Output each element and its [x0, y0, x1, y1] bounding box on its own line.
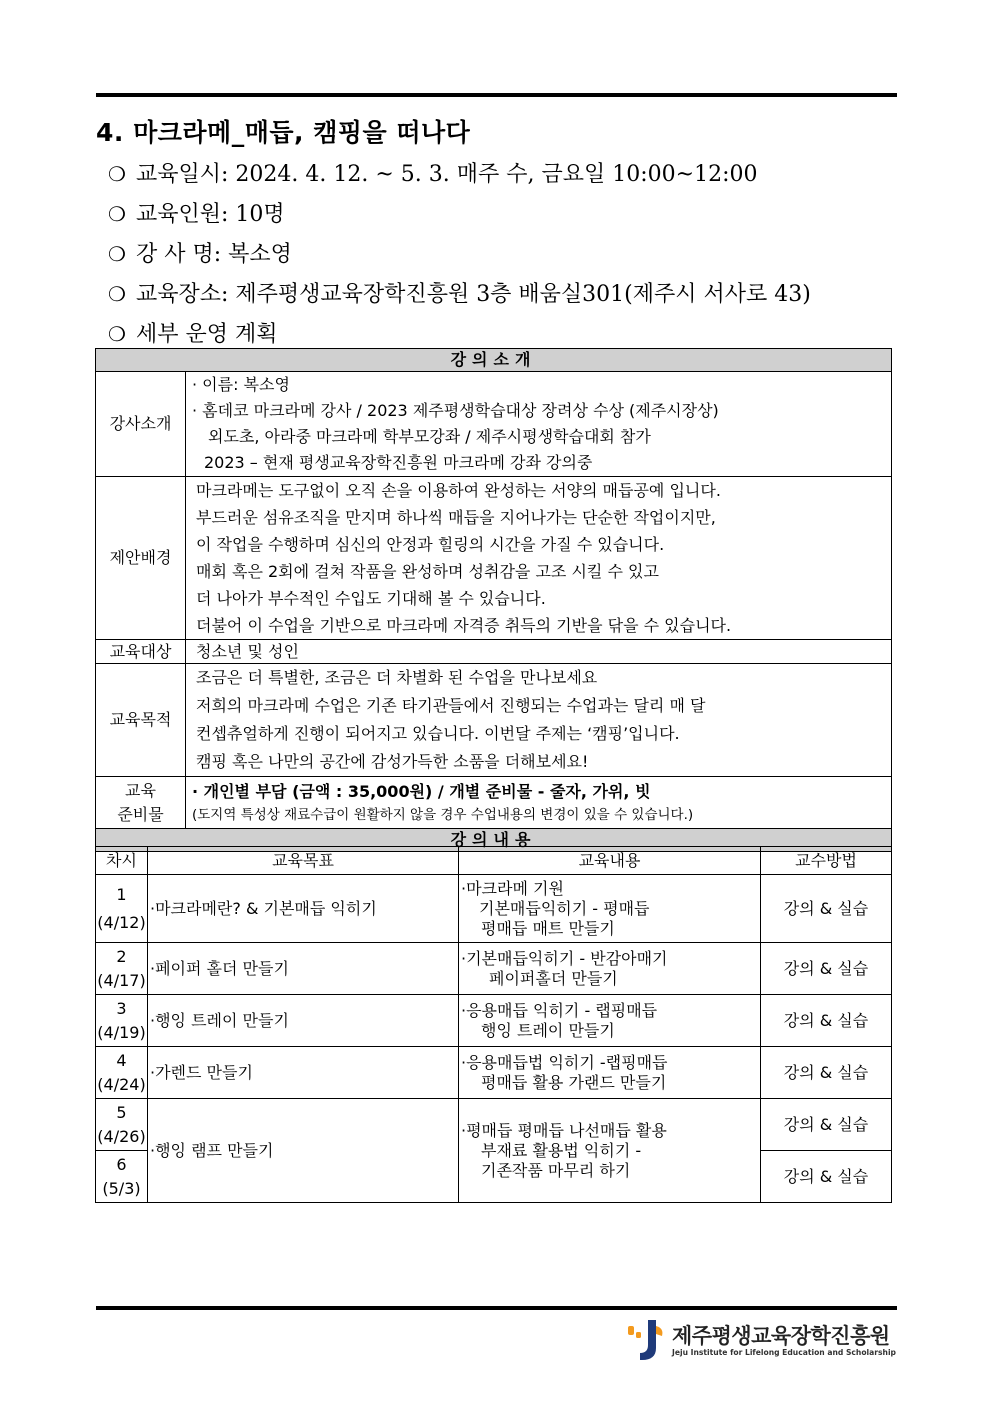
session-cell: 5 (4/26) — [96, 1099, 148, 1151]
purpose-cell: 조금은 더 특별한, 조금은 더 차별화 된 수업을 만나보세요 저희의 마크라메 수업은 기존 타기관들에서 진행되는 수업과는 달리 매 달 컨셉츄얼하게 진행이 되어지고 있습니다. 이번달 주제는 ‘캠핑’입니다. 캠핑 혹은 나만의 공간에 감성가득한 소품을 더해보세요! — [186, 664, 892, 777]
content-cell: ·응용매듭법 익히기 -랩핑매듭 평매듭 활용 가랜드 만들기 — [459, 1047, 761, 1099]
col-content: 교육내용 — [459, 847, 761, 875]
org-name: 제주평생교육장학진흥원 — [672, 1324, 890, 1348]
info-schedule: ❍ 교육일시: 2024. 4. 12. ~ 5. 3. 매주 수, 금요일 10:00~12:00 — [108, 162, 758, 187]
background-cell: 마크라메는 도구없이 오직 손을 이용하여 완성하는 서양의 매듭공예 입니다. 부드러운 섬유조직을 만지며 하나씩 매듭을 지어나가는 단순한 작업이지만, 이 작업을 수행하며 심신의 안정과 힐링의 시간을 가질 수 있습니다. 매회 혹은 2회에 걸쳐 작품을 완성하며 성취감을 고조 시킬 수 있고 더 나아가 부수적인 수입도 기대해 볼 수 있습니다. 더불어 이 수업을 기반으로 마크라메 자격증 취득의 기반을 닦을 수 있습니다. — [186, 477, 892, 640]
table-row — [96, 875, 892, 943]
schedule-header-row — [96, 847, 892, 875]
circle-bullet-icon: ❍ — [108, 322, 126, 346]
session-cell: 6 (5/3) — [96, 1151, 148, 1203]
col-goal: 교육목표 — [148, 847, 459, 875]
supplies-label: 교육 준비물 — [96, 777, 186, 829]
method-cell: 강의 & 실습 — [761, 875, 892, 943]
instructor-label: 강사소개 — [96, 372, 186, 477]
target-value: 청소년 및 성인 — [186, 640, 892, 664]
method-cell: 강의 & 실습 — [761, 1047, 892, 1099]
method-cell: 강의 & 실습 — [761, 1151, 892, 1203]
content-cell: ·응용매듭 익히기 - 랩핑매듭 행잉 트레이 만들기 — [459, 995, 761, 1047]
circle-bullet-icon: ❍ — [108, 242, 126, 266]
goal-cell: ·가렌드 만들기 — [148, 1047, 459, 1099]
table-row — [96, 995, 892, 1047]
content-cell: ·평매듭 평매듭 나선매듭 활용 부재료 활용법 익히기 - 기존작품 마무리 하기 — [459, 1099, 761, 1203]
goal-cell: ·마크라메란? & 기본매듭 익히기 — [148, 875, 459, 943]
circle-bullet-icon: ❍ — [108, 282, 126, 306]
goal-cell: ·페이퍼 홀더 만들기 — [148, 943, 459, 995]
content-cell: ·기본매듭익히기 - 반감아매기 페이퍼홀더 만들기 — [459, 943, 761, 995]
table-row — [96, 1099, 892, 1151]
bottom-rule — [96, 1306, 897, 1310]
org-name-en: Jeju Institute for Lifelong Education and Scholarship — [672, 1348, 896, 1357]
supplies-cell: · 개인별 부담 (금액 : 35,000원) / 개별 준비물 - 줄자, 가위, 빗 (도지역 특성상 재료수급이 원활하지 않을 경우 수업내용의 변경이 있을 수 있습니다.) — [186, 777, 892, 829]
org-logo — [626, 1318, 896, 1364]
schedule-table — [95, 846, 892, 1203]
info-instructor: ❍ 강 사 명: 복소영 — [108, 242, 292, 267]
background-label: 제안배경 — [96, 477, 186, 640]
top-rule — [96, 93, 897, 97]
intro-header: 강의소개 — [96, 349, 892, 372]
method-cell: 강의 & 실습 — [761, 943, 892, 995]
jeju-logo-icon — [626, 1318, 670, 1364]
session-cell: 4 (4/24) — [96, 1047, 148, 1099]
content-cell: ·마크라메 기원 기본매듭익히기 - 평매듭 평매듭 매트 만들기 — [459, 875, 761, 943]
goal-cell: ·행잉 램프 만들기 — [148, 1099, 459, 1203]
schedule-header: 강의내용 — [96, 829, 892, 852]
instructor-cell: · 이름: 복소영 · 홈데코 마크라메 강사 / 2023 제주평생학습대상 장려상 수상 (제주시장상) 외도초, 아라중 마크라메 학부모강좌 / 제주시평생학습대회 참가 2023 – 현재 평생교육장학진흥원 마크라메 강좌 강의중 — [186, 372, 892, 477]
session-cell: 2 (4/17) — [96, 943, 148, 995]
goal-cell: ·행잉 트레이 만들기 — [148, 995, 459, 1047]
info-capacity: ❍ 교육인원: 10명 — [108, 202, 285, 227]
table-row — [96, 1047, 892, 1099]
circle-bullet-icon: ❍ — [108, 162, 126, 186]
intro-table — [95, 348, 892, 852]
col-method: 교수방법 — [761, 847, 892, 875]
method-cell: 강의 & 실습 — [761, 995, 892, 1047]
info-plan: ❍ 세부 운영 계획 — [108, 322, 278, 347]
section-title: 4. 마크라메_매듭, 캠핑을 떠나다 — [96, 118, 471, 147]
purpose-label: 교육목적 — [96, 664, 186, 777]
col-session: 차시 — [96, 847, 148, 875]
table-row — [96, 943, 892, 995]
method-cell: 강의 & 실습 — [761, 1099, 892, 1151]
target-label: 교육대상 — [96, 640, 186, 664]
session-cell: 1 (4/12) — [96, 875, 148, 943]
circle-bullet-icon: ❍ — [108, 202, 126, 226]
session-cell: 3 (4/19) — [96, 995, 148, 1047]
info-location: ❍ 교육장소: 제주평생교육장학진흥원 3층 배움실301(제주시 서사로 43) — [108, 282, 811, 307]
